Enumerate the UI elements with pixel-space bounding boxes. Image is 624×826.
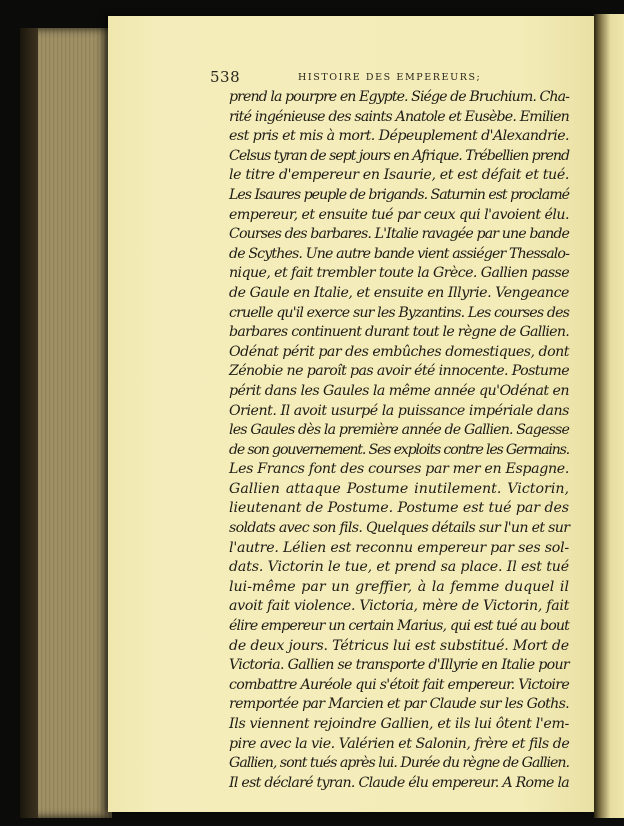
text-line <box>229 754 569 774</box>
text-line-content: lieutenant de Postume. Postume est tué par des <box>229 500 569 517</box>
text-line-content: Courses des barbares. L'Italie ravagée par une bande <box>229 226 569 243</box>
page-header <box>210 68 570 90</box>
running-head: HISTOIRE DES EMPEREURS; <box>298 72 482 83</box>
text-line-content: avoit fait violence. Victoria, mère de Victorin, fait <box>229 598 569 615</box>
text-line <box>229 774 569 794</box>
book-fore-edge-shadow <box>20 28 38 818</box>
text-line <box>229 225 569 245</box>
text-line <box>229 343 569 363</box>
text-line <box>229 637 569 657</box>
text-line-content: remportée par Marcien et par Claude sur les Goths. <box>229 696 569 713</box>
text-line <box>229 421 569 441</box>
text-line-content: les Gaules dès la première année de Gallien. Sagesse <box>229 422 569 439</box>
text-line-content: pire avec la vie. Valérien et Salonin, frère et fils de <box>229 735 570 752</box>
text-line-content: dats. Victorin le tue, et prend sa place. Il est tué <box>229 559 569 576</box>
text-line-content: Les Isaures peuple de brigands. Saturnin est proclamé <box>229 186 569 203</box>
text-line <box>229 402 569 422</box>
text-line-content: de son gouvernement. Ses exploits contre les Germains. <box>229 441 569 458</box>
text-line <box>229 499 569 519</box>
text-line-content: de Gaule en Italie, et ensuite en Illyrie. Vengeance <box>229 284 569 301</box>
text-line <box>229 245 569 265</box>
text-line <box>229 108 569 128</box>
text-line <box>229 441 569 461</box>
book-gutter <box>594 14 624 818</box>
text-line <box>229 676 569 696</box>
text-line-content: soldats avec son fils. Quelques détails sur l'un et sur <box>229 520 570 537</box>
text-line <box>229 382 569 402</box>
text-line <box>229 480 569 500</box>
text-line <box>229 617 569 637</box>
text-line <box>229 656 569 676</box>
text-line-content: Odénat périt par des embûches domestiques, dont <box>229 343 569 360</box>
text-line <box>229 715 569 735</box>
text-line-content: est pris et mis à mort. Dépeuplement d'Alexandrie. <box>229 128 569 145</box>
text-line-content: Gallien attaque Postume inutilement. Victorin, <box>229 480 569 497</box>
text-line <box>229 186 569 206</box>
text-line-content: de deux jours. Tétricus lui est substitué. Mort de <box>229 637 569 654</box>
text-line-content: rité ingénieuse des saints Anatole et Eusèbe. Emilien <box>229 108 569 125</box>
text-line <box>229 578 569 598</box>
text-line-content: combattre Auréole qui s'étoit fait empereur. Victoire <box>229 676 569 693</box>
text-line-content: l'autre. Lélien est reconnu empereur par ses sol- <box>229 539 569 556</box>
text-line <box>229 362 569 382</box>
text-line-content: périt dans les Gaules la même année qu'Odénat en <box>229 382 569 399</box>
text-line <box>229 284 569 304</box>
text-line <box>229 304 569 324</box>
text-line-content: Les Francs font des courses par mer en Espagne. <box>229 461 569 478</box>
text-line-content: le titre d'empereur en Isaurie, et est défait et tué. <box>229 167 570 184</box>
text-line-content: barbares continuent durant tout le règne de Gallien. <box>229 324 570 341</box>
text-line-content: Orient. Il avoit usurpé la puissance impériale dans <box>229 402 569 419</box>
text-line-content: de Scythes. Une autre bande vient assiéger Thessalo- <box>229 245 569 262</box>
text-line <box>229 519 569 539</box>
text-line <box>229 88 569 108</box>
text-line-content: Celsus tyran de sept jours en Afrique. Trébellien prend <box>229 147 569 164</box>
text-line-content: élire empereur un certain Marius, qui est tué au bout <box>229 618 569 635</box>
body-text <box>229 88 569 793</box>
text-line <box>229 735 569 755</box>
text-line <box>229 127 569 147</box>
text-line <box>229 264 569 284</box>
text-line <box>229 460 569 480</box>
page-number: 538 <box>210 68 241 86</box>
text-line <box>229 695 569 715</box>
text-line <box>229 166 569 186</box>
text-line-content: Ils viennent rejoindre Gallien, et ils lui ôtent l'em- <box>229 716 569 732</box>
text-line-content: Gallien, sont tués après lui. Durée du règne de Gallien. <box>229 755 569 772</box>
text-line <box>229 147 569 167</box>
text-line-content: Zénobie ne paroît pas avoir été innocente. Postume <box>229 363 569 380</box>
text-line <box>229 206 569 226</box>
text-line-content: lui-même par un greffier, à la femme duquel il <box>229 578 569 595</box>
text-line <box>229 597 569 617</box>
text-line <box>229 323 569 343</box>
text-line-content: cruelle qu'il exerce sur les Byzantins. Les courses des <box>229 304 569 321</box>
text-line <box>229 558 569 578</box>
text-line-content: Victoria. Gallien se transporte d'Illyrie en Italie pour <box>229 657 569 674</box>
text-line-content: Il est déclaré tyran. Claude élu empereur. A Rome la <box>229 774 569 791</box>
text-line-content: nique, et fait trembler toute la Grèce. Gallien passe <box>229 265 569 282</box>
text-line-content: prend la pourpre en Egypte. Siége de Bruchium. Cha- <box>229 89 569 105</box>
text-line-content: empereur, et ensuite tué par ceux qui l'avoient élu. <box>229 206 569 223</box>
text-line <box>229 539 569 559</box>
